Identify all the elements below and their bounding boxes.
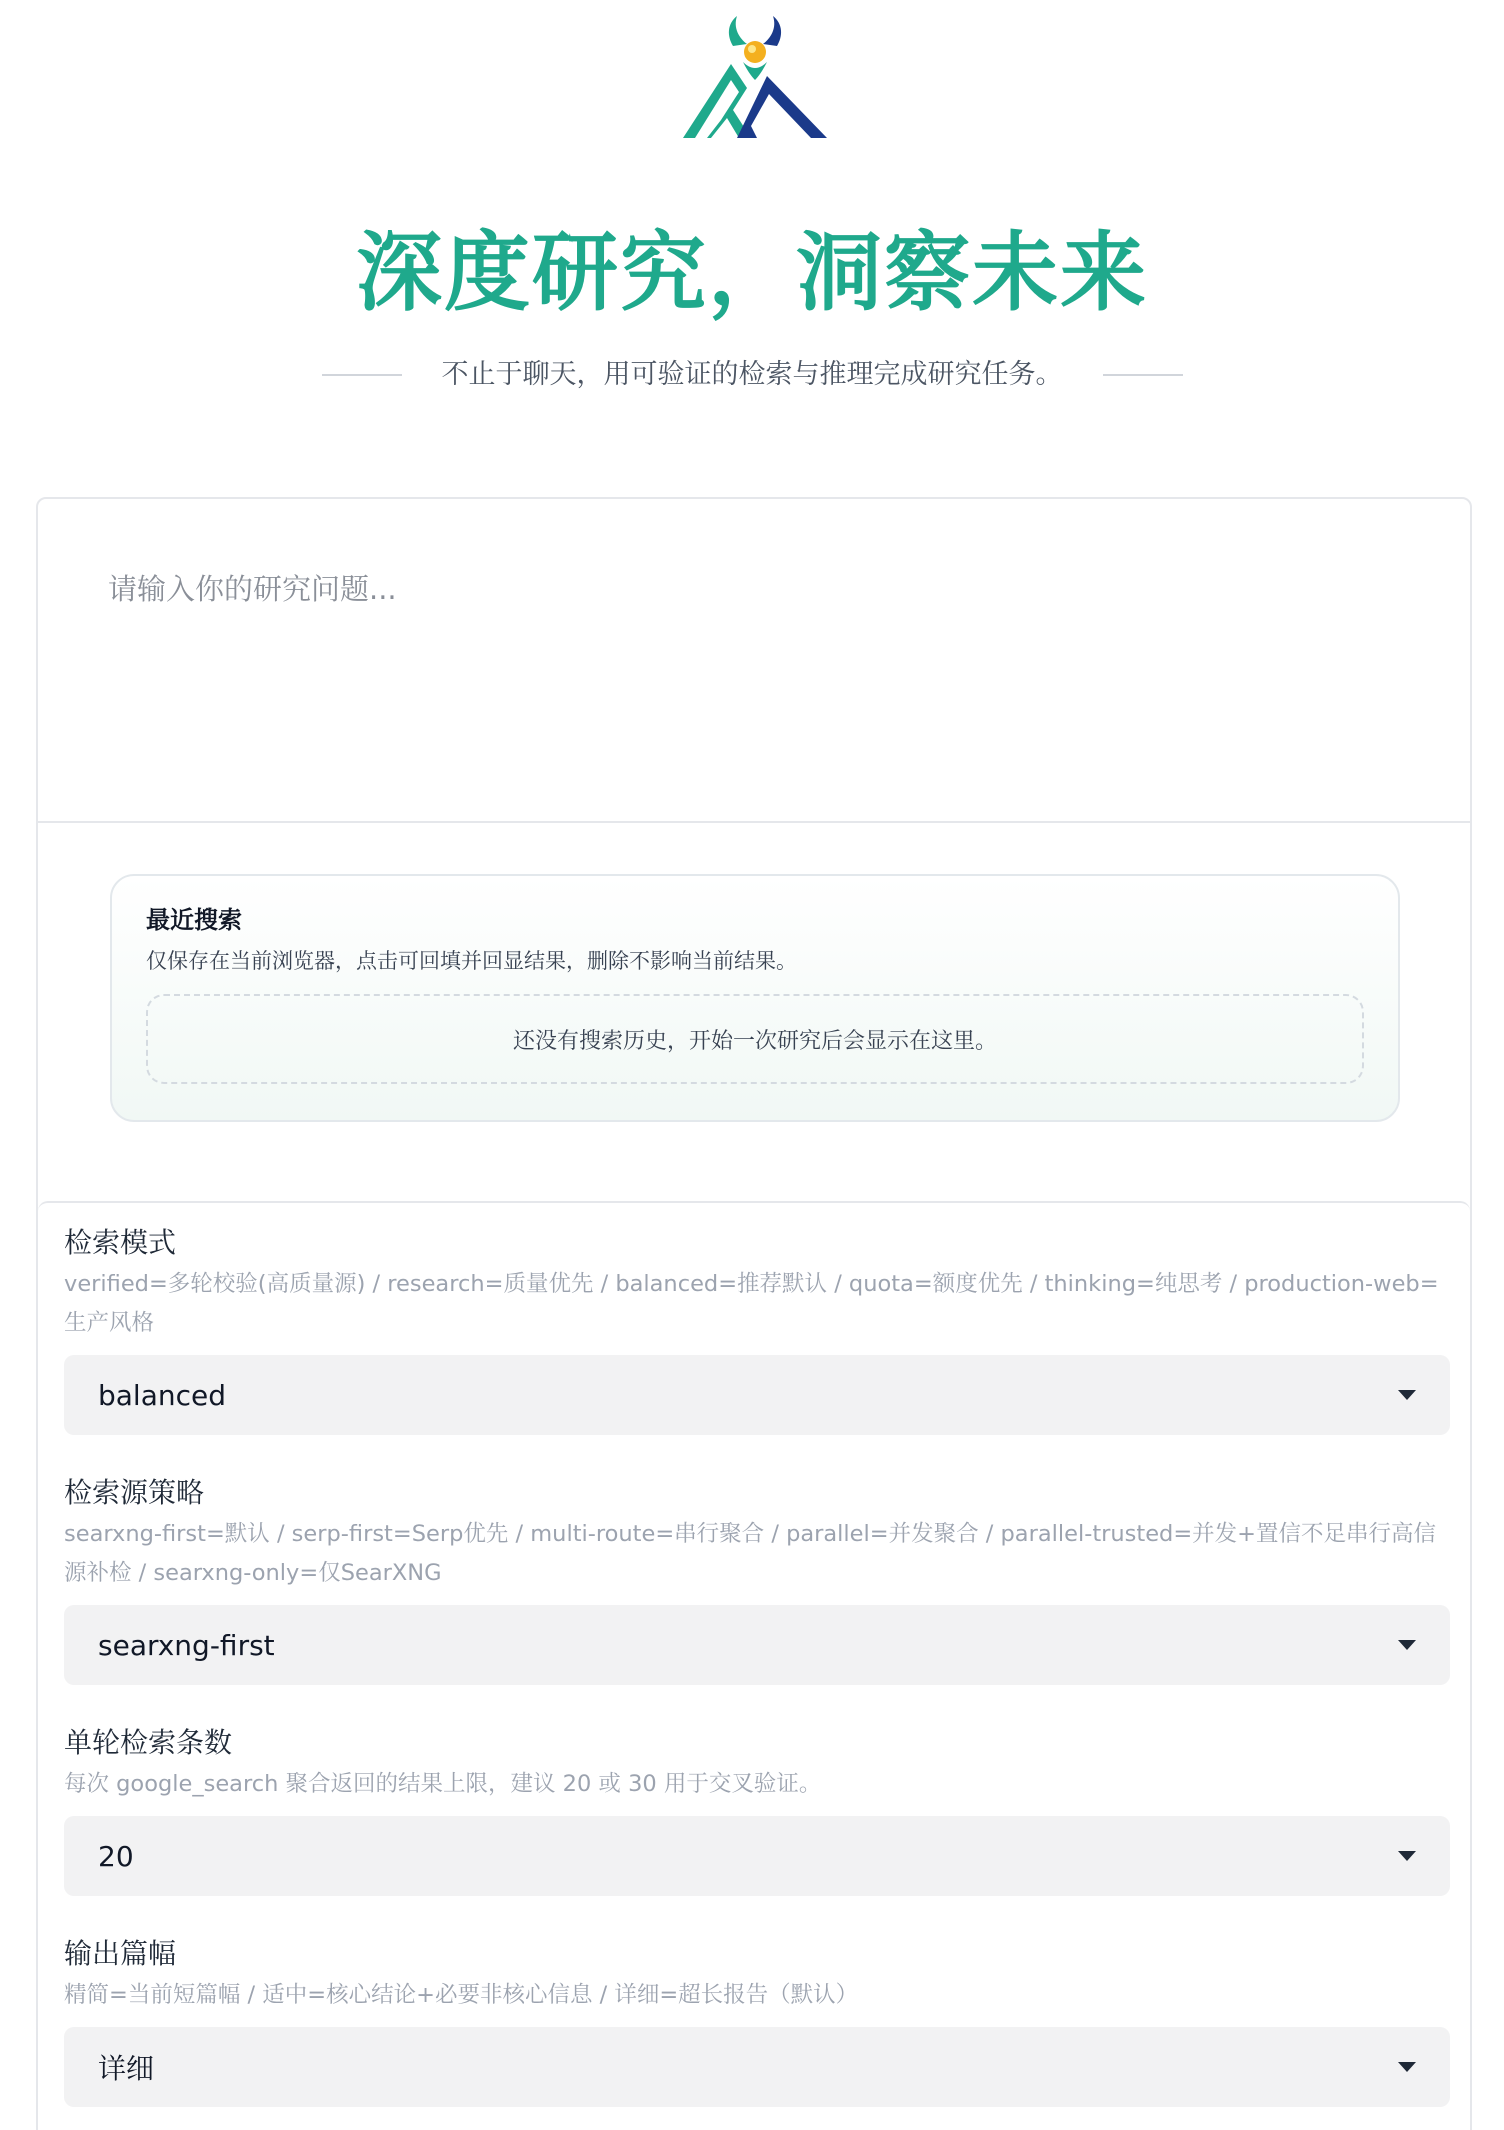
search-mode-value: balanced bbox=[98, 1378, 227, 1412]
chevron-down-icon bbox=[1398, 1851, 1416, 1861]
brand-logo bbox=[681, 14, 829, 138]
chevron-down-icon bbox=[1398, 2062, 1416, 2072]
result-count-field bbox=[64, 1723, 1444, 1896]
result-count-value: 20 bbox=[98, 1839, 134, 1873]
output-length-select[interactable] bbox=[64, 2027, 1450, 2107]
result-count-hint: 每次 google_search 聚合返回的结果上限，建议 20 或 30 用于交叉验证。 bbox=[64, 1771, 822, 1797]
source-strategy-hint: searxng-first=默认 / serp-first=Serp优先 / multi-route=串行聚合 / parallel=并发聚合 / parallel-trusted=并发+置信不足串行高信源补检 / searxng-only=仅SearXNG bbox=[64, 1521, 1437, 1586]
output-length-value: 详细 bbox=[98, 2052, 155, 2085]
recent-searches-panel bbox=[110, 874, 1400, 1122]
hero-subtitle: 不止于聊天，用可验证的检索与推理完成研究任务。 bbox=[441, 359, 1063, 390]
search-mode-hint: verified=多轮校验(高质量源) / research=质量优先 / balanced=推荐默认 / quota=额度优先 / thinking=纯思考 / production-web=生产风格 bbox=[64, 1271, 1439, 1336]
source-strategy-label: 检索源策略 bbox=[64, 1476, 205, 1509]
chevron-down-icon bbox=[1398, 1390, 1416, 1400]
result-count-select[interactable] bbox=[64, 1816, 1450, 1896]
chevron-down-icon bbox=[1398, 1640, 1416, 1650]
recent-searches-title: 最近搜索 bbox=[146, 906, 242, 934]
prompt-box bbox=[38, 499, 1470, 823]
recent-searches-empty-state bbox=[146, 994, 1364, 1084]
search-mode-field bbox=[64, 1223, 1444, 1435]
search-mode-select[interactable] bbox=[64, 1355, 1450, 1435]
research-question-input[interactable] bbox=[108, 567, 1400, 753]
output-length-field bbox=[64, 1934, 1444, 2107]
source-strategy-value: searxng-first bbox=[98, 1628, 275, 1662]
subtitle-divider-left bbox=[322, 374, 402, 376]
recent-searches-description: 仅保存在当前浏览器，点击可回填并回显结果，删除不影响当前结果。 bbox=[146, 949, 797, 973]
source-strategy-select[interactable] bbox=[64, 1605, 1450, 1685]
subtitle-divider-right bbox=[1103, 374, 1183, 376]
empty-state-text: 还没有搜索历史，开始一次研究后会显示在这里。 bbox=[512, 1028, 997, 1054]
source-strategy-field bbox=[64, 1473, 1444, 1685]
hero-subtitle-row bbox=[0, 355, 1504, 395]
hero-title: 深度研究，洞察未来 bbox=[356, 223, 1148, 323]
output-length-hint: 精简=当前短篇幅 / 适中=核心结论+必要非核心信息 / 详细=超长报告（默认） bbox=[64, 1982, 859, 2008]
result-count-label: 单轮检索条数 bbox=[64, 1726, 233, 1759]
research-card bbox=[36, 497, 1472, 2130]
settings-panel bbox=[38, 1201, 1470, 2130]
output-length-label: 输出篇幅 bbox=[64, 1937, 177, 1970]
search-mode-label: 检索模式 bbox=[64, 1226, 177, 1259]
